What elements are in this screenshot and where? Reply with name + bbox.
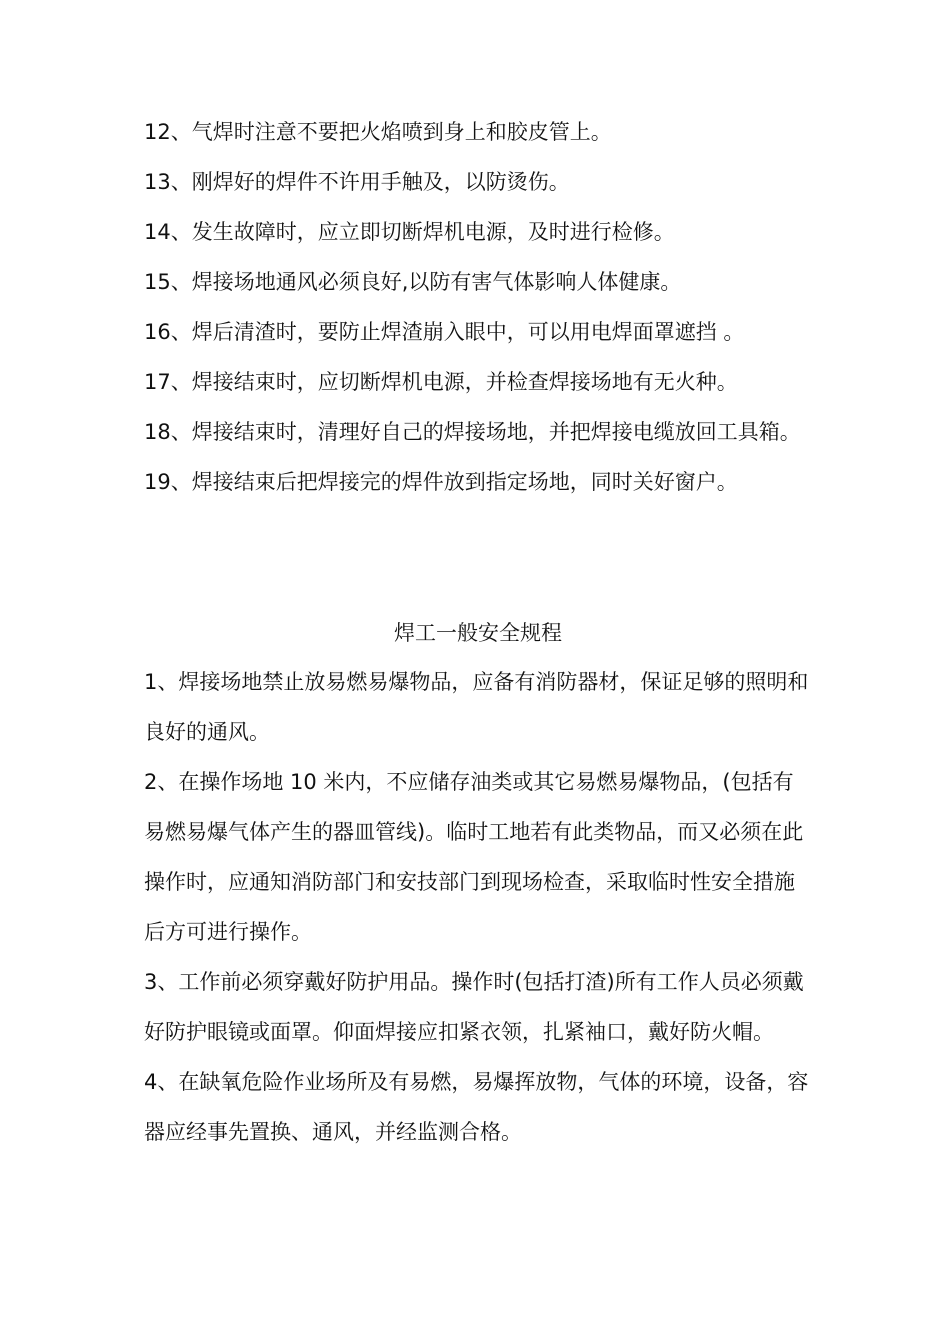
rule-item-15: 15、焊接场地通风必须良好,以防有害气体影响人体健康。 xyxy=(144,270,682,294)
section-title: 焊工一般安全规程 xyxy=(394,621,562,645)
general-safety-rules-list xyxy=(144,657,812,1157)
safety-rule-3: 3、工作前必须穿戴好防护用品。操作时(包括打渣)所有工作人员必须戴好防护眼镜或面罩。仰面焊接应扣紧衣领，扎紧袖口，戴好防火帽。 xyxy=(144,970,804,1044)
rule-item-13: 13、刚焊好的焊件不许用手触及，以防烫伤。 xyxy=(144,170,570,194)
safety-rule-1: 1、焊接场地禁止放易燃易爆物品，应备有消防器材，保证足够的照明和良好的通风。 xyxy=(144,670,809,744)
continued-rules-list xyxy=(144,107,812,507)
rule-item-16: 16、焊后清渣时，要防止焊渣崩入眼中，可以用电焊面罩遮挡 。 xyxy=(144,320,745,344)
safety-rule-4: 4、在缺氧危险作业场所及有易燃，易爆挥放物，气体的环境，设备，容器应经事先置换、通风，并经监测合格。 xyxy=(144,1070,809,1144)
rule-item-17: 17、焊接结束时，应切断焊机电源，并检查焊接场地有无火种。 xyxy=(144,370,738,394)
rule-item-19: 19、焊接结束后把焊接完的焊件放到指定场地，同时关好窗户。 xyxy=(144,470,738,494)
rule-item-18: 18、焊接结束时，清理好自己的焊接场地，并把焊接电缆放回工具箱。 xyxy=(144,420,801,444)
rule-item-14: 14、发生故障时，应立即切断焊机电源，及时进行检修。 xyxy=(144,220,675,244)
rule-item-12: 12、气焊时注意不要把火焰喷到身上和胶皮管上。 xyxy=(144,120,612,144)
safety-rule-2: 2、在操作场地 10 米内，不应储存油类或其它易燃易爆物品，(包括有易燃易爆气体产生的器皿管线)。临时工地若有此类物品，而又必须在此操作时，应通知消防部门和安技部门到现场检查，采取临时性安全措施后方可进行操作。 xyxy=(144,770,804,944)
